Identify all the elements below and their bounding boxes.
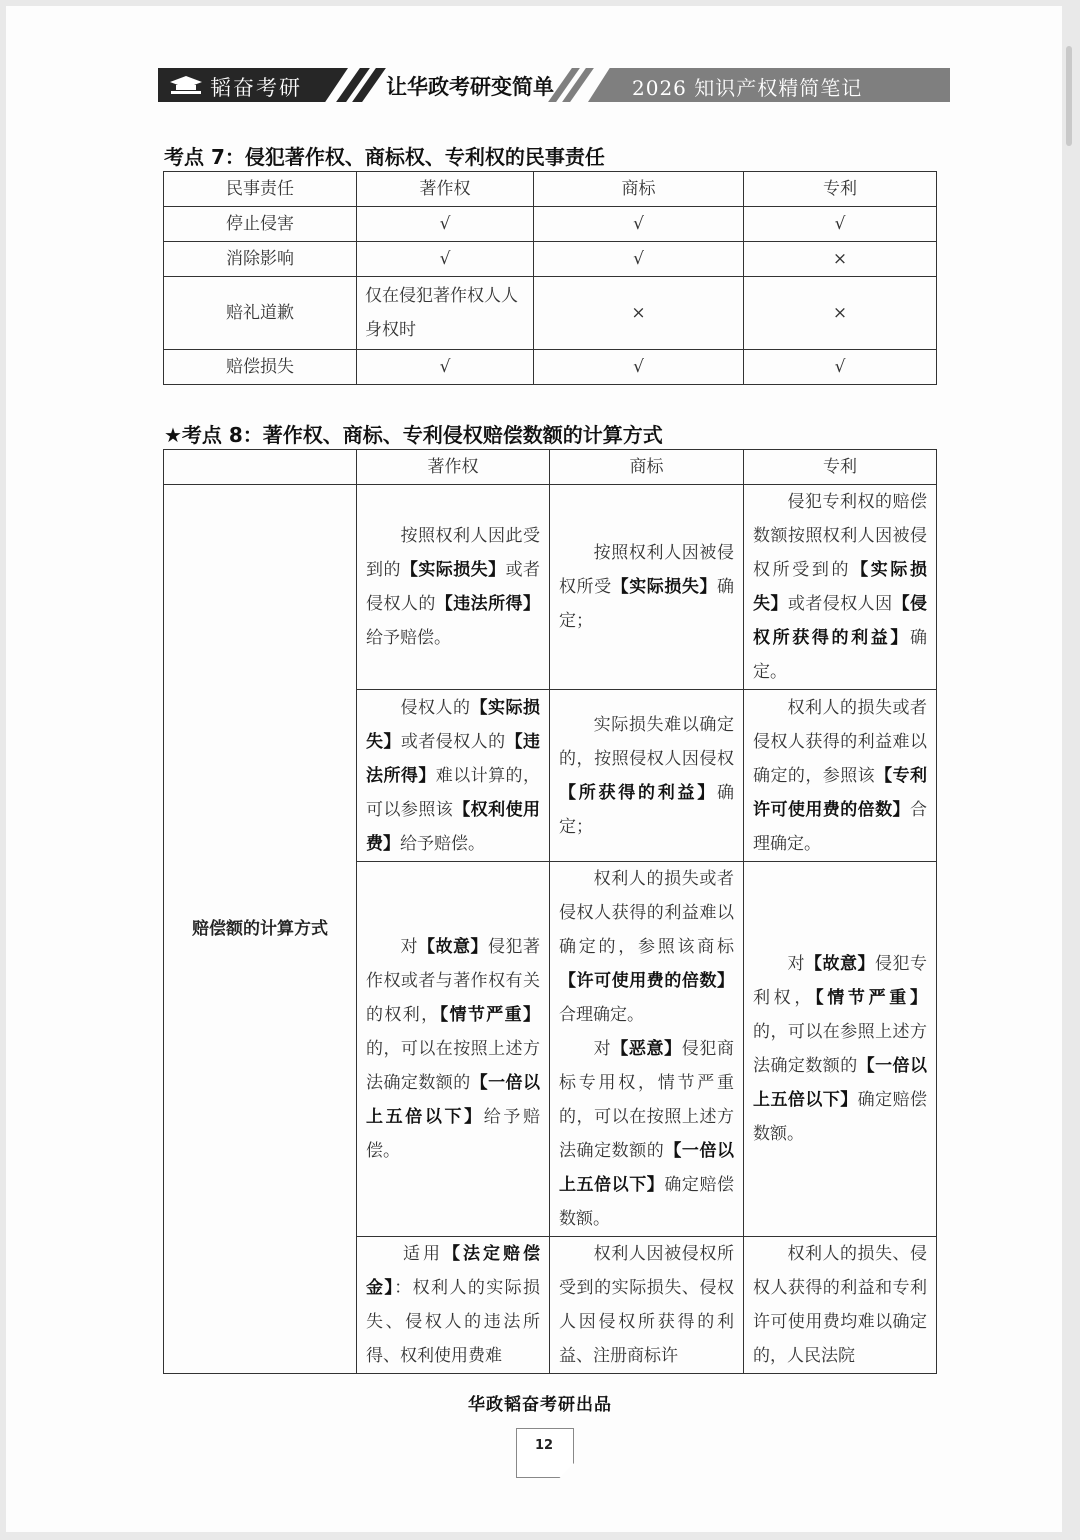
- slogan: 让华政考研变简单: [386, 75, 554, 99]
- table-cell: √: [534, 242, 744, 277]
- table-cell: √: [744, 207, 937, 242]
- patent-rule-2: 权利人的损失或者侵权人获得的利益难以确定的，参照该【专利许可使用费的倍数】合理确定。: [744, 690, 937, 862]
- table-cell: √: [534, 207, 744, 242]
- copyright-rule-2: 侵权人的【实际损失】或者侵权人的【违法所得】难以计算的，可以参照该【权利使用费】给予赔偿。: [357, 690, 550, 862]
- section-8-title: ★考点 8：著作权、商标、专利侵权赔偿数额的计算方式: [164, 423, 663, 447]
- copyright-rule-1: 按照权利人因此受到的【实际损失】或者侵权人的【违法所得】给予赔偿。: [357, 485, 550, 690]
- page-number: 12: [534, 1438, 554, 1453]
- table-header-row: [164, 450, 937, 485]
- trademark-rule-4: 权利人因被侵权所受到的实际损失、侵权人因侵权所获得的利益、注册商标许: [550, 1237, 744, 1374]
- section-7-title: 考点 7：侵犯著作权、商标权、专利权的民事责任: [164, 145, 605, 169]
- table-cell: ×: [744, 277, 937, 350]
- table-cell: √: [744, 350, 937, 385]
- trademark-rule-2: 实际损失难以确定的，按照侵权人因侵权【所获得的利益】确定；: [550, 690, 744, 862]
- patent-rule-4: 权利人的损失、侵权人获得的利益和专利许可使用费均难以确定的，人民法院: [744, 1237, 937, 1374]
- patent-rule-3: 对【故意】侵犯专利权，【情节严重】的，可以在参照上述方法确定数额的【一倍以上五倍以下】确定赔偿数额。: [744, 862, 937, 1237]
- publisher-footer: 华政韬奋考研出品: [468, 1395, 612, 1415]
- copyright-rule-3: 对【故意】侵犯著作权或者与著作权有关的权利，【情节严重】的，可以在按照上述方法确定数额的【一倍以上五倍以下】给予赔偿。: [357, 862, 550, 1237]
- row-label: 赔偿额的计算方式: [164, 485, 357, 1374]
- copyright-rule-4: 适用【法定赔偿金】：权利人的实际损失、侵权人的违法所得、权利使用费难: [357, 1237, 550, 1374]
- table-row: [164, 242, 937, 277]
- table-row: [164, 350, 937, 385]
- table-row: [164, 207, 937, 242]
- header-cell: 民事责任: [164, 172, 357, 207]
- table-cell: ×: [534, 277, 744, 350]
- row-label: 消除影响: [164, 242, 357, 277]
- row-label: 赔礼道歉: [164, 277, 357, 350]
- table-cell: √: [357, 350, 534, 385]
- trademark-rule-3: 权利人的损失或者侵权人获得的利益难以确定的，参照该商标【许可使用费的倍数】合理确定。 对【恶意】侵犯商标专用权，情节严重的，可以在按照上述方法确定数额的【一倍以上五倍以下】确定赔偿数额。: [550, 862, 744, 1237]
- header-cell: 商标: [534, 172, 744, 207]
- table-cell: ×: [744, 242, 937, 277]
- patent-rule-1: 侵犯专利权的赔偿数额按照权利人因被侵权所受到的【实际损失】或者侵权人因【侵权所获得的利益】确定。: [744, 485, 937, 690]
- header-cell: [164, 450, 357, 485]
- table-cell: √: [357, 207, 534, 242]
- table-cell: 仅在侵犯著作权人人身权时: [357, 277, 534, 350]
- header-cell: 专利: [744, 450, 937, 485]
- row-label: 停止侵害: [164, 207, 357, 242]
- table-cell: √: [357, 242, 534, 277]
- page-number-box: [516, 1428, 574, 1478]
- row-label: 赔偿损失: [164, 350, 357, 385]
- book-title: 2026 知识产权精简笔记: [632, 76, 863, 100]
- civil-liability-table: [163, 171, 937, 385]
- table-row: [164, 277, 937, 350]
- header-cell: 商标: [550, 450, 744, 485]
- table-cell: √: [534, 350, 744, 385]
- trademark-rule-1: 按照权利人因被侵权所受【实际损失】确定；: [550, 485, 744, 690]
- damages-calculation-table: [163, 449, 937, 1374]
- graduation-cap-icon: [168, 74, 204, 96]
- table-row: [164, 485, 937, 690]
- header-cell: 著作权: [357, 450, 550, 485]
- table-header-row: [164, 172, 937, 207]
- brand-name: 韬奋考研: [210, 76, 302, 100]
- scrollbar[interactable]: [1066, 46, 1072, 146]
- header-cell: 著作权: [357, 172, 534, 207]
- header-cell: 专利: [744, 172, 937, 207]
- header-banner: [158, 68, 950, 102]
